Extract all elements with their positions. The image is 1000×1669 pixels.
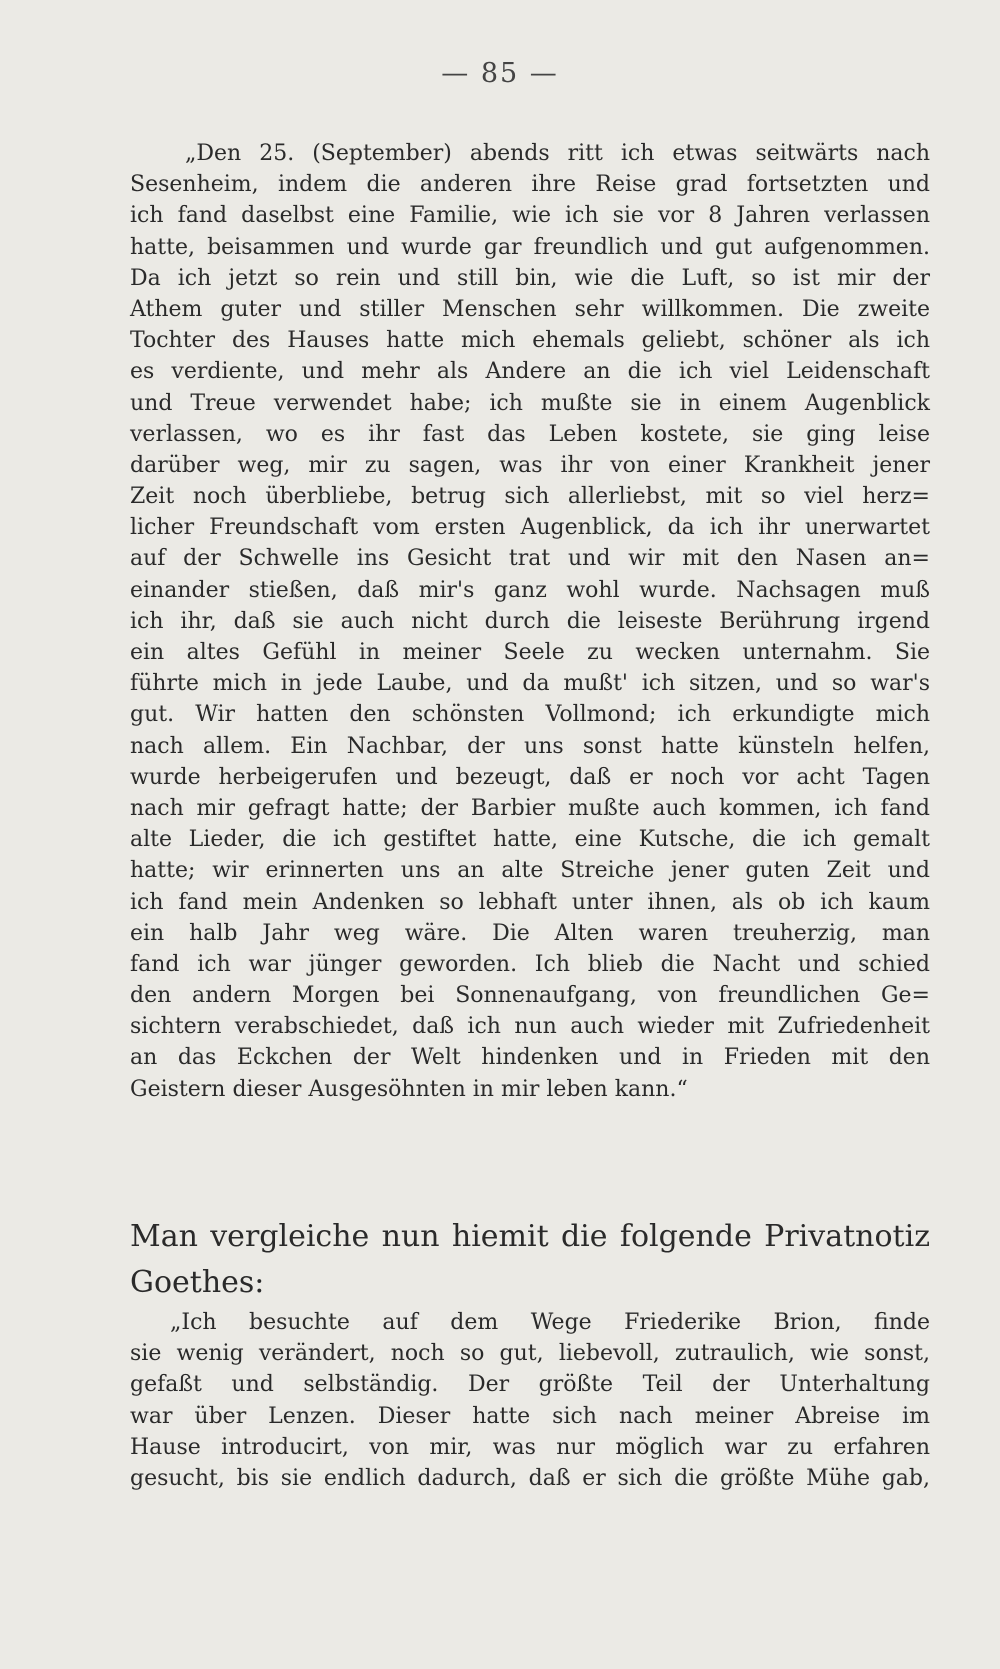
text-line: Geistern dieser Ausgesöhnten in mir leben kann.“ (130, 1076, 688, 1102)
heading-line: Man vergleiche nun hiemit die folgende Privatnotiz (130, 1219, 930, 1254)
text-line: nach mir gefragt hatte; der Barbier mußte auch kommen, ich fand (130, 795, 930, 821)
text-line: „Den 25. (September) abends ritt ich etwas seitwärts nach (185, 141, 930, 166)
text-line: ich ihr, daß sie auch nicht durch die leiseste Berührung irgend (130, 608, 930, 634)
text-line: hatte; wir erinnerten uns an alte Streiche jener guten Zeit und (130, 858, 930, 884)
text-line: darüber weg, mir zu sagen, was ihr von einer Krankheit jener (130, 452, 930, 478)
text-line: Da ich jetzt so rein und still bin, wie die Luft, so ist mir der (130, 265, 930, 291)
text-line: ein altes Gefühl in meiner Seele zu wecken unternahm. Sie (130, 640, 930, 665)
text-line: gut. Wir hatten den schönsten Vollmond; ich erkundigte mich (130, 702, 930, 728)
text-line: an das Eckchen der Welt hindenken und in Frieden mit den (130, 1045, 930, 1071)
text-line: wurde herbeigerufen und bezeugt, daß er noch vor acht Tagen (130, 764, 930, 790)
text-line: Tochter des Hauses hatte mich ehemals geliebt, schöner als ich (130, 328, 930, 354)
text-line: Athem guter und stiller Menschen sehr willkommen. Die zweite (130, 296, 930, 322)
text-line: nach allem. Ein Nachbar, der uns sonst hatte künsteln helfen, (130, 733, 930, 759)
text-line: Hause introducirt, von mir, was nur möglich war zu erfahren (130, 1434, 930, 1460)
first-quote-paragraph (130, 138, 930, 1105)
text-line: sie wenig verändert, noch so gut, liebevoll, zutraulich, wie sonst, (130, 1341, 930, 1367)
text-line: es verdiente, und mehr als Andere an die ich viel Leidenschaft (130, 359, 930, 385)
text-line: hatte, beisammen und wurde gar freundlich und gut aufgenommen. (130, 234, 930, 260)
text-line: alte Lieder, die ich gestiftet hatte, eine Kutsche, die ich gemalt (130, 827, 930, 853)
text-line: einander stießen, daß mir's ganz wohl wurde. Nachsagen muß (130, 577, 930, 603)
second-quote-paragraph (130, 1307, 930, 1494)
text-line: gesucht, bis sie endlich dadurch, daß er sich die größte Mühe gab, (130, 1465, 930, 1491)
text-line: gefaßt und selbständig. Der größte Teil der Unterhaltung (130, 1372, 930, 1398)
text-line: „Ich besuchte auf dem Wege Friederike Brion, finde (170, 1310, 930, 1335)
text-line: ich fand mein Andenken so lebhaft unter ihnen, als ob ich kaum (130, 889, 930, 915)
text-line: war über Lenzen. Dieser hatte sich nach meiner Abreise im (130, 1403, 930, 1429)
text-line: Sesenheim, indem die anderen ihre Reise grad fortsetzten und (130, 172, 930, 198)
text-line: Zeit noch überbliebe, betrug sich allerliebst, mit so viel herz= (130, 484, 930, 510)
page-number: — 85 — (441, 58, 559, 89)
text-line: fand ich war jünger geworden. Ich blieb die Nacht und schied (130, 951, 930, 977)
section-heading (130, 1214, 930, 1306)
text-line: sichtern verabschiedet, daß ich nun auch wieder mit Zufriedenheit (130, 1014, 930, 1040)
text-line: ich fand daselbst eine Familie, wie ich sie vor 8 Jahren verlassen (130, 203, 930, 229)
heading-line: Goethes: (130, 1265, 265, 1300)
text-line: führte mich in jede Laube, und da mußt' ich sitzen, und so war's (130, 671, 930, 697)
text-line: verlassen, wo es ihr fast das Leben kostete, sie ging leise (130, 421, 930, 447)
text-line: auf der Schwelle ins Gesicht trat und wir mit den Nasen an= (130, 546, 930, 572)
text-line: und Treue verwendet habe; ich mußte sie in einem Augenblick (130, 390, 930, 416)
text-line: den andern Morgen bei Sonnenaufgang, von freundlichen Ge= (130, 983, 930, 1009)
text-line: ein halb Jahr weg wäre. Die Alten waren treuherzig, man (130, 920, 930, 946)
text-line: licher Freundschaft vom ersten Augenblick, da ich ihr unerwartet (130, 515, 930, 541)
